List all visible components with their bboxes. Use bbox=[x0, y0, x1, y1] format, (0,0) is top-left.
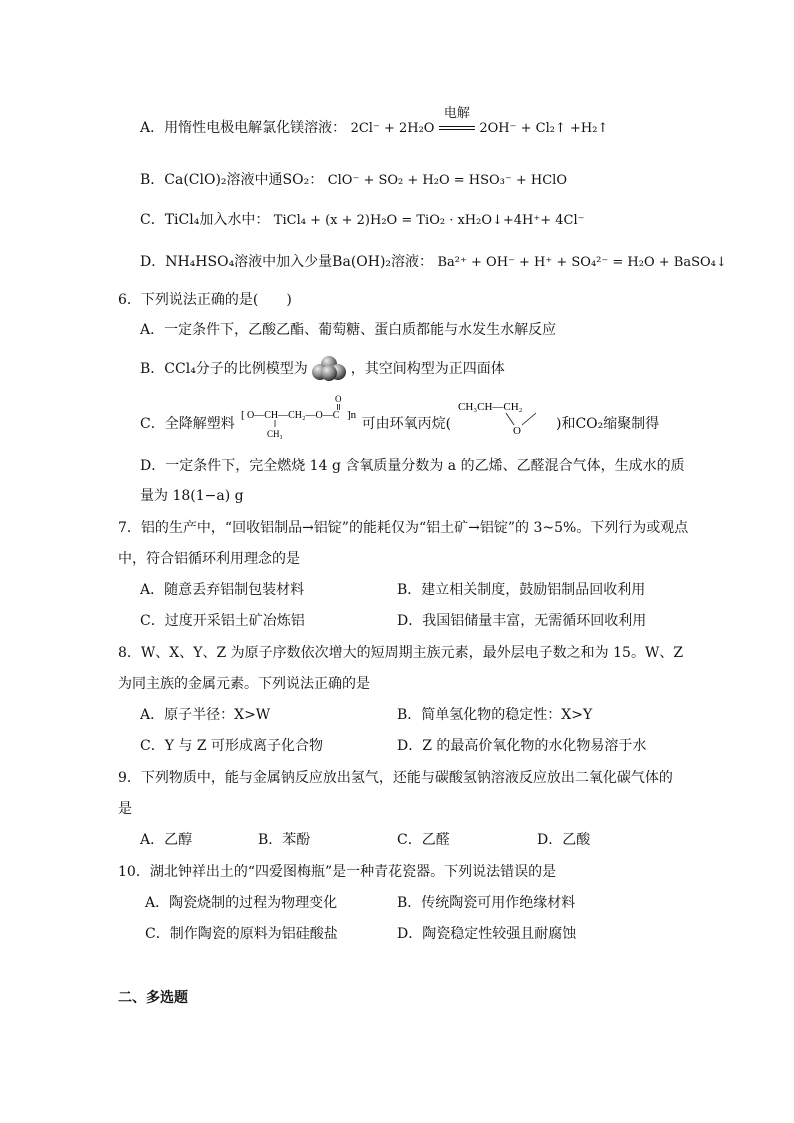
q5-a-eq-left: 2Cl⁻ + 2H₂O bbox=[350, 121, 435, 136]
polymer-methyl: CH₃ bbox=[267, 429, 283, 439]
q7-option-b: B．建立相关制度，鼓励铝制品回收利用 bbox=[397, 582, 646, 598]
q8-option-d: D．Z 的最高价氧化物的水化物易溶于水 bbox=[397, 738, 647, 754]
svg-text:[: [ bbox=[241, 409, 245, 421]
polymer-structure-icon bbox=[239, 394, 357, 440]
q10-option-a: A．陶瓷烧制的过程为物理变化 bbox=[145, 895, 338, 911]
q7-option-a: A．随意丢弃铝制包装材料 bbox=[140, 582, 305, 598]
q5-option-d bbox=[140, 252, 727, 273]
q5-a-equal-bar bbox=[439, 126, 475, 130]
ccl4-space-filling-model-icon bbox=[312, 356, 346, 382]
q5-a-eq-right: 2OH⁻ + Cl₂↑ +H₂↑ bbox=[479, 121, 609, 136]
q6-option-d-line2: 量为 18(1−a) g bbox=[140, 488, 244, 504]
q6-stem: 6．下列说法正确的是( ) bbox=[118, 292, 292, 308]
q5-b-eq: ClO⁻ + SO₂ + H₂O = HSO₃⁻ + HClO bbox=[327, 173, 567, 188]
q9-option-c: C．乙醛 bbox=[397, 832, 450, 848]
q6-option-d-line1: D．一定条件下，完全燃烧 14 g 含氧质量分数为 a 的乙烯、乙醛混合气体，生成水的质 bbox=[140, 458, 685, 474]
polymer-main-chain: O—CH—CH₂—O—C bbox=[247, 410, 340, 421]
epoxide-chain: CH₃CH—CH₂ bbox=[457, 401, 523, 413]
q9-stem-line1: 9．下列物质中，能与金属钠反应放出氢气，还能与碳酸氢钠溶液反应放出二氧化碳气体的 bbox=[118, 770, 673, 786]
q10-stem: 10．湖北钟祥出土的“四爱图梅瓶”是一种青花瓷器。下列说法错误的是 bbox=[118, 864, 557, 880]
propylene-oxide-structure-icon bbox=[456, 396, 552, 436]
epoxide-oxygen: O bbox=[512, 425, 521, 436]
q7-option-d: D．我国铝储量丰富，无需循环回收利用 bbox=[397, 613, 647, 629]
q8-option-c: C．Y 与 Z 可形成离子化合物 bbox=[140, 738, 324, 754]
q5-a-condition bbox=[439, 106, 475, 138]
q6-b-post: ，其空间构型为正四面体 bbox=[350, 361, 505, 377]
q7-option-c: C．过度开采铝土矿冶炼铝 bbox=[140, 613, 305, 629]
polymer-carbonyl-o: O bbox=[335, 394, 342, 404]
q5-d-label: D．NH₄HSO₄溶液中加入少量Ba(OH)₂溶液： bbox=[140, 254, 434, 270]
q8-option-a: A．原子半径：X>W bbox=[140, 707, 271, 723]
q9-option-a: A．乙醇 bbox=[140, 832, 193, 848]
q5-b-label: B．Ca(ClO)₂溶液中通SO₂： bbox=[140, 172, 324, 188]
q5-c-label: C．TiCl₄加入水中： bbox=[140, 212, 270, 228]
q6-c-pre: C．全降解塑料 bbox=[140, 416, 235, 432]
q5-c-eq: TiCl₄ + (x + 2)H₂O = TiO₂ · xH₂O↓+4H⁺+ 4Cl⁻ bbox=[273, 213, 585, 228]
q9-option-b: B．苯酚 bbox=[258, 832, 311, 848]
section-heading-multiple-choice: 二、多选题 bbox=[118, 990, 188, 1006]
q5-option-c bbox=[140, 210, 585, 231]
q9-option-d: D．乙酸 bbox=[537, 832, 591, 848]
svg-text:]n: ]n bbox=[347, 409, 357, 421]
q8-stem-line1: 8．W、X、Y、Z 为原子序数依次增大的短周期主族元素，最外层电子数之和为 15。W、Z bbox=[118, 645, 684, 661]
q6-c-post: )和CO₂缩聚制得 bbox=[556, 416, 660, 432]
q5-option-a bbox=[140, 106, 609, 139]
q10-option-d: D．陶瓷稳定性较强且耐腐蚀 bbox=[397, 926, 577, 942]
q5-a-cond-text: 电解 bbox=[443, 106, 470, 121]
q5-d-eq: Ba²⁺ + OH⁻ + H⁺ + SO₄²⁻ = H₂O + BaSO₄↓ bbox=[437, 255, 727, 270]
q5-option-b bbox=[140, 170, 567, 191]
q8-option-b: B．简单氢化物的稳定性：X>Y bbox=[397, 707, 593, 723]
q6-c-mid: 可由环氧丙烷( bbox=[361, 416, 452, 432]
q6-b-pre: B．CCl₄分子的比例模型为 bbox=[140, 361, 308, 377]
q6-option-b bbox=[140, 356, 505, 382]
q6-option-c bbox=[140, 394, 660, 440]
q8-stem-line2: 为同主族的金属元素。下列说法正确的是 bbox=[118, 676, 370, 692]
q7-stem-line2: 中，符合铝循环利用理念的是 bbox=[118, 551, 300, 567]
q6-option-a: A．一定条件下，乙酸乙酯、葡萄糖、蛋白质都能与水发生水解反应 bbox=[140, 322, 557, 338]
q10-option-b: B．传统陶瓷可用作绝缘材料 bbox=[397, 895, 576, 911]
q10-option-c: C．制作陶瓷的原料为铝硅酸盐 bbox=[145, 926, 338, 942]
q7-stem-line1: 7．铝的生产中，“回收铝制品→铝锭”的能耗仅为“铝土矿→铝锭”的 3~5%。下列行为或观点 bbox=[118, 520, 689, 536]
q5-a-label: A．用惰性电极电解氯化镁溶液： bbox=[140, 120, 347, 136]
q9-stem-line2: 是 bbox=[118, 801, 132, 817]
